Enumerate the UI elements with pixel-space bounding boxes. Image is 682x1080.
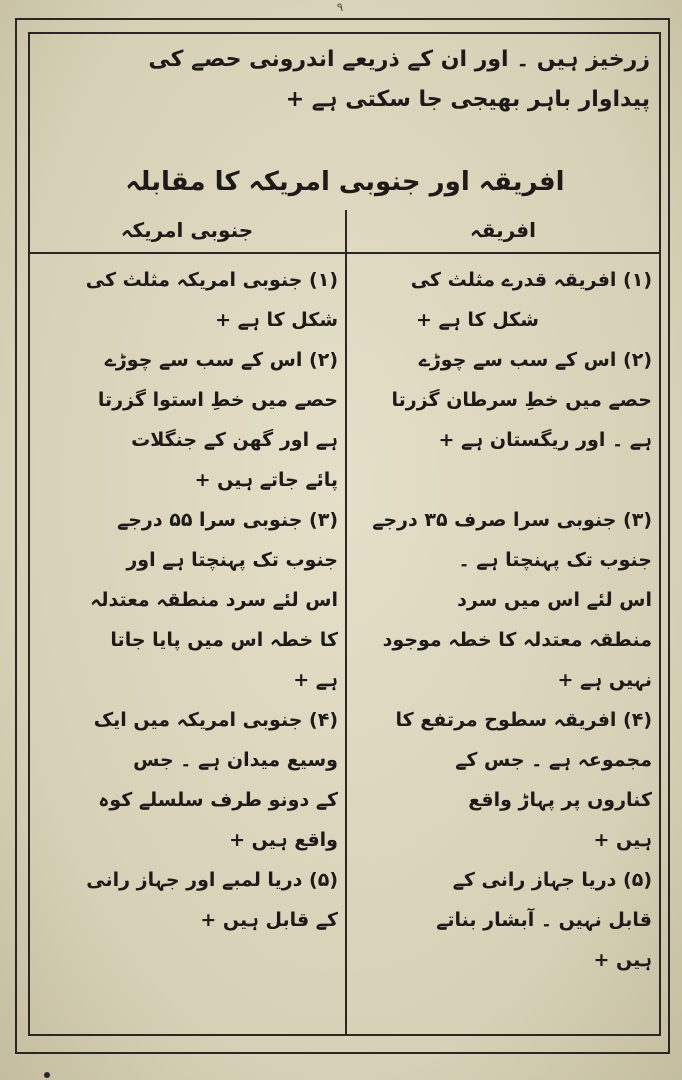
text-line: ہے اور گھن کے جنگلات	[131, 429, 338, 451]
text-line: (۳) جنوبی سرا ۵۵ درجے	[117, 509, 338, 531]
text-line: پائے جاتے ہیں +	[194, 469, 338, 491]
text-line: شکل کا ہے +	[416, 309, 539, 331]
text-line: اس لئے سرد منطقہ معتدلہ	[90, 589, 338, 611]
text-line: واقع ہیں +	[229, 829, 338, 851]
text-line: کا خطہ اس میں پایا جاتا	[110, 629, 338, 651]
list-item	[356, 860, 652, 980]
list-item	[356, 340, 652, 460]
text-line: (۱) افریقہ قدرے مثلث کی	[410, 269, 652, 291]
text-line: شکل کا ہے +	[215, 309, 338, 331]
text-line: (۳) جنوبی سرا صرف ۳۵ درجے	[372, 509, 652, 531]
text-line: کے دونو طرف سلسلے کوہ	[98, 789, 338, 811]
text-line: کے قابل ہیں +	[200, 909, 338, 931]
list-item	[38, 260, 338, 340]
text-line: جنوب تک پہنچتا ہے اور	[126, 549, 338, 571]
text-line: وسیع میدان ہے ۔ جس	[133, 749, 338, 771]
list-item	[38, 700, 338, 860]
list-item	[38, 500, 338, 700]
text-line: ہے +	[293, 669, 338, 691]
text-line: (۲) اس کے سب سے چوڑے	[104, 349, 338, 371]
list-item	[38, 340, 338, 500]
text-line: قابل نہیں ۔ آبشار بناتے	[436, 909, 652, 931]
text-line: (۴) افریقہ سطوح مرتفع کا	[395, 709, 652, 731]
list-item	[356, 260, 652, 340]
list-item	[356, 700, 652, 860]
text-line: ہے ۔ اور ریگستان ہے +	[438, 429, 652, 451]
page-number: ۹	[336, 0, 344, 14]
text-line: (۴) جنوبی امریکہ میں ایک	[93, 709, 338, 731]
south-america-column	[38, 260, 338, 940]
text-line: نہیں ہے +	[557, 669, 652, 691]
intro-line: پیداوار باہر بھیجی جا سکتی ہے +	[285, 87, 650, 112]
text-line: (۲) اس کے سب سے چوڑے	[418, 349, 652, 371]
intro-paragraph	[40, 40, 650, 120]
column-header-south-america: جنوبی امریکہ	[120, 218, 254, 242]
text-line: حصے میں خطِ سرطان گزرتا	[391, 389, 652, 411]
intro-line: زرخیز ہیں ۔ اور ان کے ذریعے اندرونی حصے کی	[148, 47, 650, 72]
page-title: افریقہ اور جنوبی امریکہ کا مقابلہ	[125, 167, 565, 197]
text-line: مجموعہ ہے ۔ جس کے	[455, 749, 652, 771]
list-item	[38, 860, 338, 940]
text-line: حصے میں خطِ استوا گزرتا	[97, 389, 338, 411]
list-item	[356, 500, 652, 700]
column-divider	[345, 210, 347, 1034]
text-line: کناروں پر پہاڑ واقع	[468, 789, 652, 811]
column-header-africa: افریقہ	[469, 218, 536, 242]
africa-column	[356, 260, 652, 980]
text-line: (۵) دریا جہاز رانی کے	[452, 869, 652, 891]
text-line: (۵) دریا لمبے اور جہاز رانی	[86, 869, 338, 891]
text-line: منطقہ معتدلہ کا خطہ موجود	[382, 629, 652, 651]
text-line: ہیں +	[593, 949, 652, 971]
text-line: اس لئے اس میں سرد	[457, 589, 652, 611]
text-line: جنوب تک پہنچتا ہے ۔	[458, 549, 652, 571]
text-line: (۱) جنوبی امریکہ مثلث کی	[85, 269, 338, 291]
text-line: ہیں +	[593, 829, 652, 851]
ink-dot	[44, 1072, 50, 1078]
